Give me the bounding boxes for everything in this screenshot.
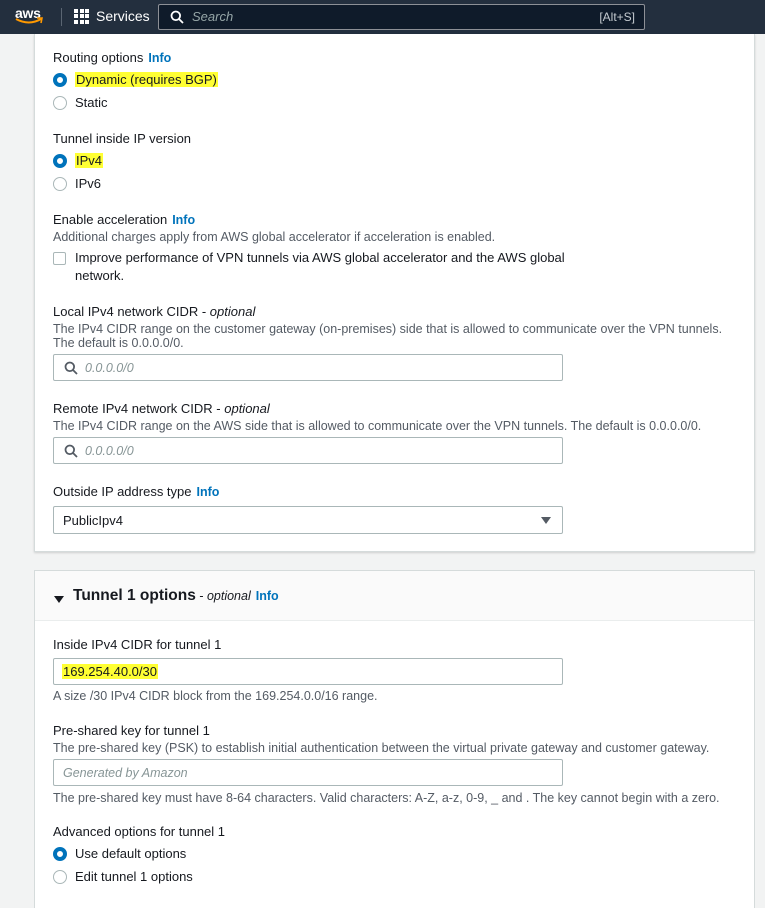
advanced-option-default[interactable] (53, 846, 186, 861)
caret-down-icon (541, 517, 551, 524)
acceleration-heading (53, 212, 195, 227)
psk-placeholder: Generated by Amazon (63, 766, 188, 780)
search-icon (64, 444, 78, 458)
search-icon (64, 361, 78, 375)
routing-option-static-label: Static (75, 95, 108, 110)
inside-cidr-label: Inside IPv4 CIDR for tunnel 1 (53, 637, 222, 652)
local-cidr-heading: Local IPv4 network CIDR - optional (53, 304, 256, 319)
psk-description: The pre-shared key (PSK) to establish initial authentication between the virtual private gateway and customer gateway. (53, 741, 710, 755)
top-navigation-bar (0, 0, 765, 34)
advanced-option-edit[interactable] (53, 869, 193, 884)
remote-cidr-optional: optional (224, 401, 270, 416)
services-grid-icon (74, 9, 89, 24)
tunnel-1-section-header[interactable] (35, 571, 754, 621)
tunnel-1-optional: optional (206, 589, 251, 603)
remote-cidr-input[interactable] (53, 437, 563, 464)
outside-ip-info-link[interactable]: Info (196, 485, 220, 499)
radio-unselected-icon[interactable] (53, 177, 67, 191)
tunnel-1-title: Tunnel 1 options - optional Info (73, 587, 279, 604)
search-placeholder: Search (192, 9, 234, 24)
tunnel-ip-option-ipv6-label: IPv6 (75, 176, 102, 191)
radio-unselected-icon[interactable] (53, 870, 67, 884)
tunnel-1-options-panel (34, 570, 755, 908)
tunnel-ip-option-ipv4[interactable] (53, 153, 103, 168)
routing-option-dynamic[interactable] (53, 72, 218, 87)
inside-cidr-value: 169.254.40.0/30 (63, 664, 157, 679)
local-cidr-placeholder: 0.0.0.0/0 (85, 361, 134, 375)
remote-cidr-description: The IPv4 CIDR range on the AWS side that is allowed to communicate over the VPN tunnels. The default is 0.0.0.0/0. (53, 419, 702, 433)
psk-input[interactable] (53, 759, 563, 786)
advanced-options-label: Advanced options for tunnel 1 (53, 824, 226, 839)
outside-ip-label: Outside IP address type (53, 484, 192, 499)
aws-smile-icon (15, 15, 45, 27)
acceleration-info-link[interactable]: Info (172, 213, 196, 227)
search-icon (170, 10, 184, 24)
aws-logo-text: aws (15, 5, 41, 21)
inside-cidr-hint: A size /30 IPv4 CIDR block from the 169.254.0.0/16 range. (53, 689, 378, 703)
advanced-option-default-label: Use default options (75, 846, 187, 861)
routing-option-static[interactable] (53, 95, 108, 110)
acceleration-checkbox-label-line2: network. (75, 268, 125, 283)
routing-options-heading (53, 50, 171, 65)
remote-cidr-placeholder: 0.0.0.0/0 (85, 444, 134, 458)
acceleration-description: Additional charges apply from AWS global accelerator if acceleration is enabled. (53, 230, 496, 244)
tunnel-ip-version-label: Tunnel inside IP version (53, 131, 192, 146)
routing-options-label: Routing options (53, 50, 144, 65)
search-shortcut-hint: [Alt+S] (599, 10, 635, 24)
remote-cidr-label: Remote IPv4 network CIDR (53, 401, 213, 416)
radio-selected-icon[interactable] (53, 73, 67, 87)
radio-unselected-icon[interactable] (53, 96, 67, 110)
aws-logo[interactable] (15, 3, 45, 31)
services-label: Services (96, 8, 150, 24)
acceleration-checkbox-label-line1: Improve performance of VPN tunnels via AWS global accelerator and the AWS global (75, 250, 565, 265)
caret-down-icon[interactable] (54, 596, 64, 603)
local-cidr-description-line2: The default is 0.0.0.0/0. (53, 336, 184, 350)
routing-info-link[interactable]: Info (148, 51, 172, 65)
global-search-input[interactable] (158, 4, 645, 30)
inside-cidr-input[interactable] (53, 658, 563, 685)
radio-selected-icon[interactable] (53, 154, 67, 168)
psk-label: Pre-shared key for tunnel 1 (53, 723, 210, 738)
local-cidr-input[interactable] (53, 354, 563, 381)
tunnel-ip-option-ipv6[interactable] (53, 176, 101, 191)
outside-ip-heading (53, 484, 219, 499)
acceleration-label: Enable acceleration (53, 212, 168, 227)
advanced-option-edit-label: Edit tunnel 1 options (75, 869, 193, 884)
local-cidr-description-line1: The IPv4 CIDR range on the customer gateway (on-premises) side that is allowed to communicate over the VPN tunnels. (53, 322, 723, 336)
vpn-options-panel (34, 34, 755, 552)
acceleration-checkbox[interactable] (53, 252, 66, 265)
tunnel-ip-option-ipv4-label: IPv4 (76, 153, 103, 168)
routing-option-dynamic-label: Dynamic (requires BGP) (76, 72, 217, 87)
tunnel-1-info-link[interactable]: Info (255, 589, 279, 603)
local-cidr-optional: optional (209, 304, 256, 319)
radio-selected-icon[interactable] (53, 847, 67, 861)
remote-cidr-heading: Remote IPv4 network CIDR - optional (53, 401, 270, 416)
outside-ip-selected-value: PublicIpv4 (63, 513, 123, 528)
local-cidr-label: Local IPv4 network CIDR (53, 304, 199, 319)
psk-hint: The pre-shared key must have 8-64 characters. Valid characters: A-Z, a-z, 0-9, _ and . The key cannot begin with a zero. (53, 791, 720, 805)
tunnel-1-title-text: Tunnel 1 options (73, 587, 196, 604)
services-menu-button[interactable] (74, 8, 150, 24)
nav-divider (61, 8, 62, 26)
outside-ip-select[interactable] (53, 506, 563, 534)
